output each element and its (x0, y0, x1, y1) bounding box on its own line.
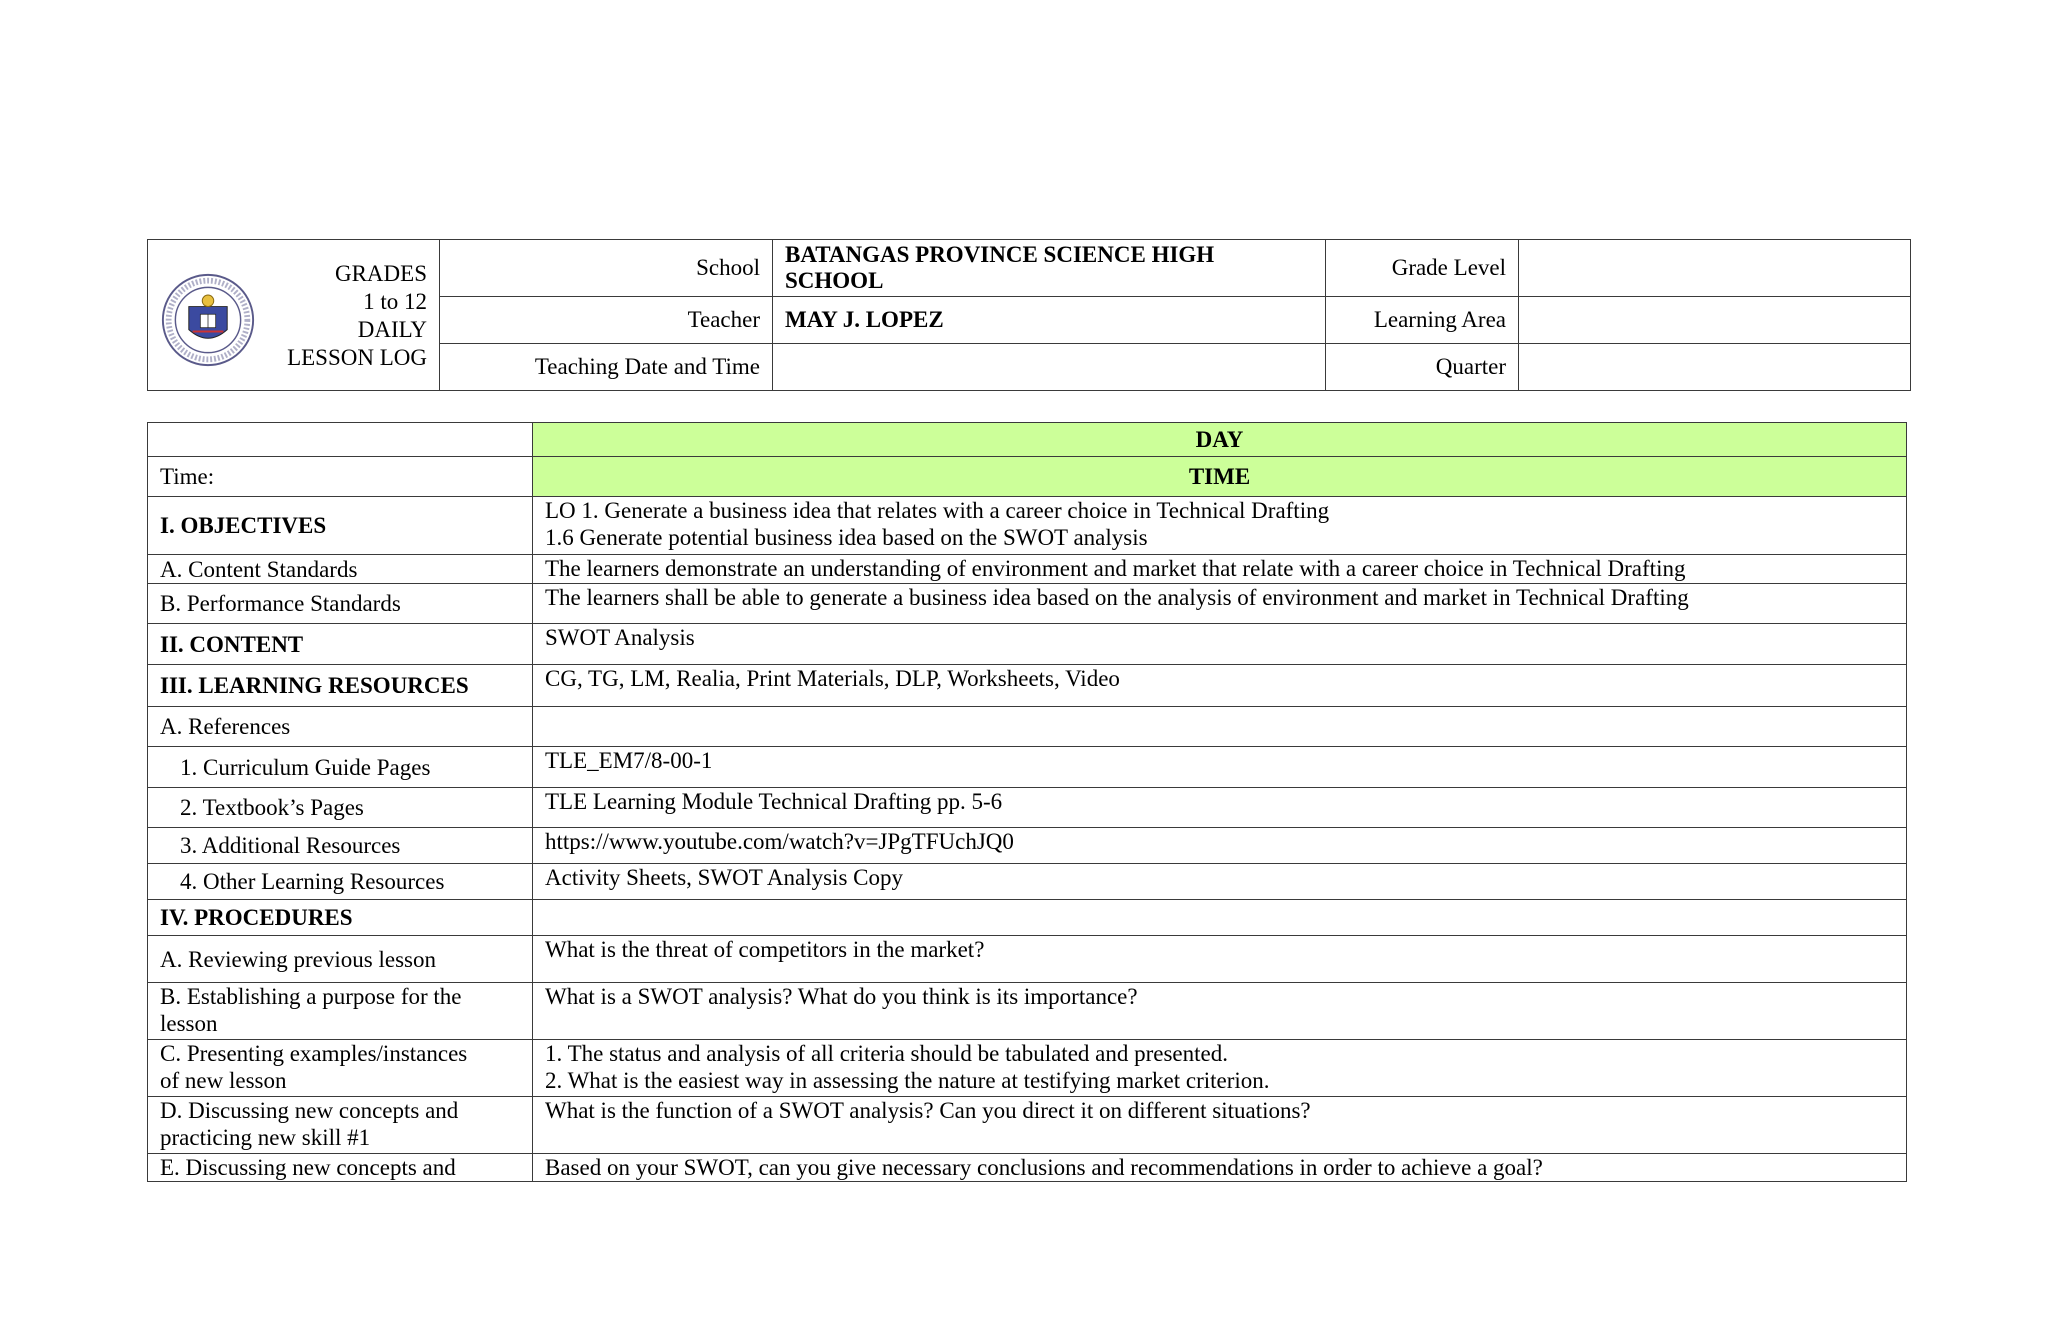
time-header: TIME (533, 457, 1907, 497)
learning-area-value (1519, 297, 1911, 344)
header-table (147, 239, 1911, 391)
quarter-label: Quarter (1326, 344, 1519, 391)
curriculum-label: 1. Curriculum Guide Pages (148, 747, 533, 788)
date-value (773, 344, 1326, 391)
grades-line: 1 to 12 (363, 289, 427, 314)
school-label: School (440, 240, 773, 297)
quarter-value (1519, 344, 1911, 391)
discussing1-label-line: D. Discussing new concepts and (160, 1098, 459, 1123)
additional-value: https://www.youtube.com/watch?v=JPgTFUchJQ0 (533, 828, 1907, 864)
performance-standards-label: B. Performance Standards (148, 584, 533, 624)
objectives-line: 1.6 Generate potential business idea based on the SWOT analysis (545, 525, 1148, 550)
examples-label-line: C. Presenting examples/instances (160, 1041, 468, 1066)
other-value: Activity Sheets, SWOT Analysis Copy (533, 864, 1907, 900)
grades-title (287, 260, 427, 372)
resources-label: III. LEARNING RESOURCES (148, 665, 533, 707)
examples-value (533, 1040, 1907, 1097)
reviewing-value: What is the threat of competitors in the market? (533, 936, 1907, 983)
blank-cell (148, 423, 533, 457)
discussing1-label-line: practicing new skill #1 (160, 1125, 371, 1150)
purpose-label (148, 983, 533, 1040)
examples-line: 1. The status and analysis of all criteria should be tabulated and presented. (545, 1041, 1228, 1066)
grades-line: GRADES (334, 261, 427, 286)
purpose-label-line: B. Establishing a purpose for the (160, 984, 462, 1009)
references-label: A. References (148, 707, 533, 747)
objectives-value (533, 497, 1907, 555)
deped-seal-icon (160, 272, 256, 368)
grade-level-label: Grade Level (1326, 240, 1519, 297)
grades-line: LESSON LOG (287, 345, 427, 370)
teacher-value: MAY J. LOPEZ (773, 297, 1326, 344)
procedures-label: IV. PROCEDURES (148, 900, 533, 936)
teacher-label: Teacher (440, 297, 773, 344)
references-value (533, 707, 1907, 747)
procedures-value (533, 900, 1907, 936)
examples-label-line: of new lesson (160, 1068, 287, 1093)
grades-cell (148, 240, 440, 391)
discussing1-value: What is the function of a SWOT analysis? Can you direct it on different situations? (533, 1097, 1907, 1154)
discussing2-value: Based on your SWOT, can you give necessary conclusions and recommendations in order to achieve a goal? (533, 1154, 1907, 1182)
objectives-label: I. OBJECTIVES (148, 497, 533, 555)
school-value-line: SCHOOL (785, 268, 884, 293)
resources-value: CG, TG, LM, Realia, Print Materials, DLP, Worksheets, Video (533, 665, 1907, 707)
examples-line: 2. What is the easiest way in assessing the nature at testifying market criterion. (545, 1068, 1270, 1093)
time-label: Time: (148, 457, 533, 497)
grades-line: DAILY (357, 317, 427, 342)
content-label: II. CONTENT (148, 624, 533, 665)
content-standards-label: A. Content Standards (148, 555, 533, 584)
objectives-line: LO 1. Generate a business idea that relates with a career choice in Technical Drafting (545, 498, 1330, 523)
textbook-label: 2. Textbook’s Pages (148, 788, 533, 828)
curriculum-value: TLE_EM7/8-00-1 (533, 747, 1907, 788)
school-value-line: BATANGAS PROVINCE SCIENCE HIGH (785, 242, 1215, 267)
additional-label: 3. Additional Resources (148, 828, 533, 864)
discussing1-label (148, 1097, 533, 1154)
discussing2-label: E. Discussing new concepts and (148, 1154, 533, 1182)
lesson-table (147, 422, 1907, 1182)
learning-area-label: Learning Area (1326, 297, 1519, 344)
reviewing-label: A. Reviewing previous lesson (148, 936, 533, 983)
purpose-label-line: lesson (160, 1011, 218, 1036)
textbook-value: TLE Learning Module Technical Drafting pp. 5-6 (533, 788, 1907, 828)
content-value: SWOT Analysis (533, 624, 1907, 665)
content-standards-value: The learners demonstrate an understanding of environment and market that relate with a career choice in Technical Drafting (533, 555, 1907, 584)
day-header: DAY (533, 423, 1907, 457)
other-label: 4. Other Learning Resources (148, 864, 533, 900)
school-value (773, 240, 1326, 297)
purpose-value: What is a SWOT analysis? What do you think is its importance? (533, 983, 1907, 1040)
performance-standards-value: The learners shall be able to generate a business idea based on the analysis of environment and market in Technical Drafting (533, 584, 1907, 624)
examples-label (148, 1040, 533, 1097)
grade-level-value (1519, 240, 1911, 297)
date-label: Teaching Date and Time (440, 344, 773, 391)
